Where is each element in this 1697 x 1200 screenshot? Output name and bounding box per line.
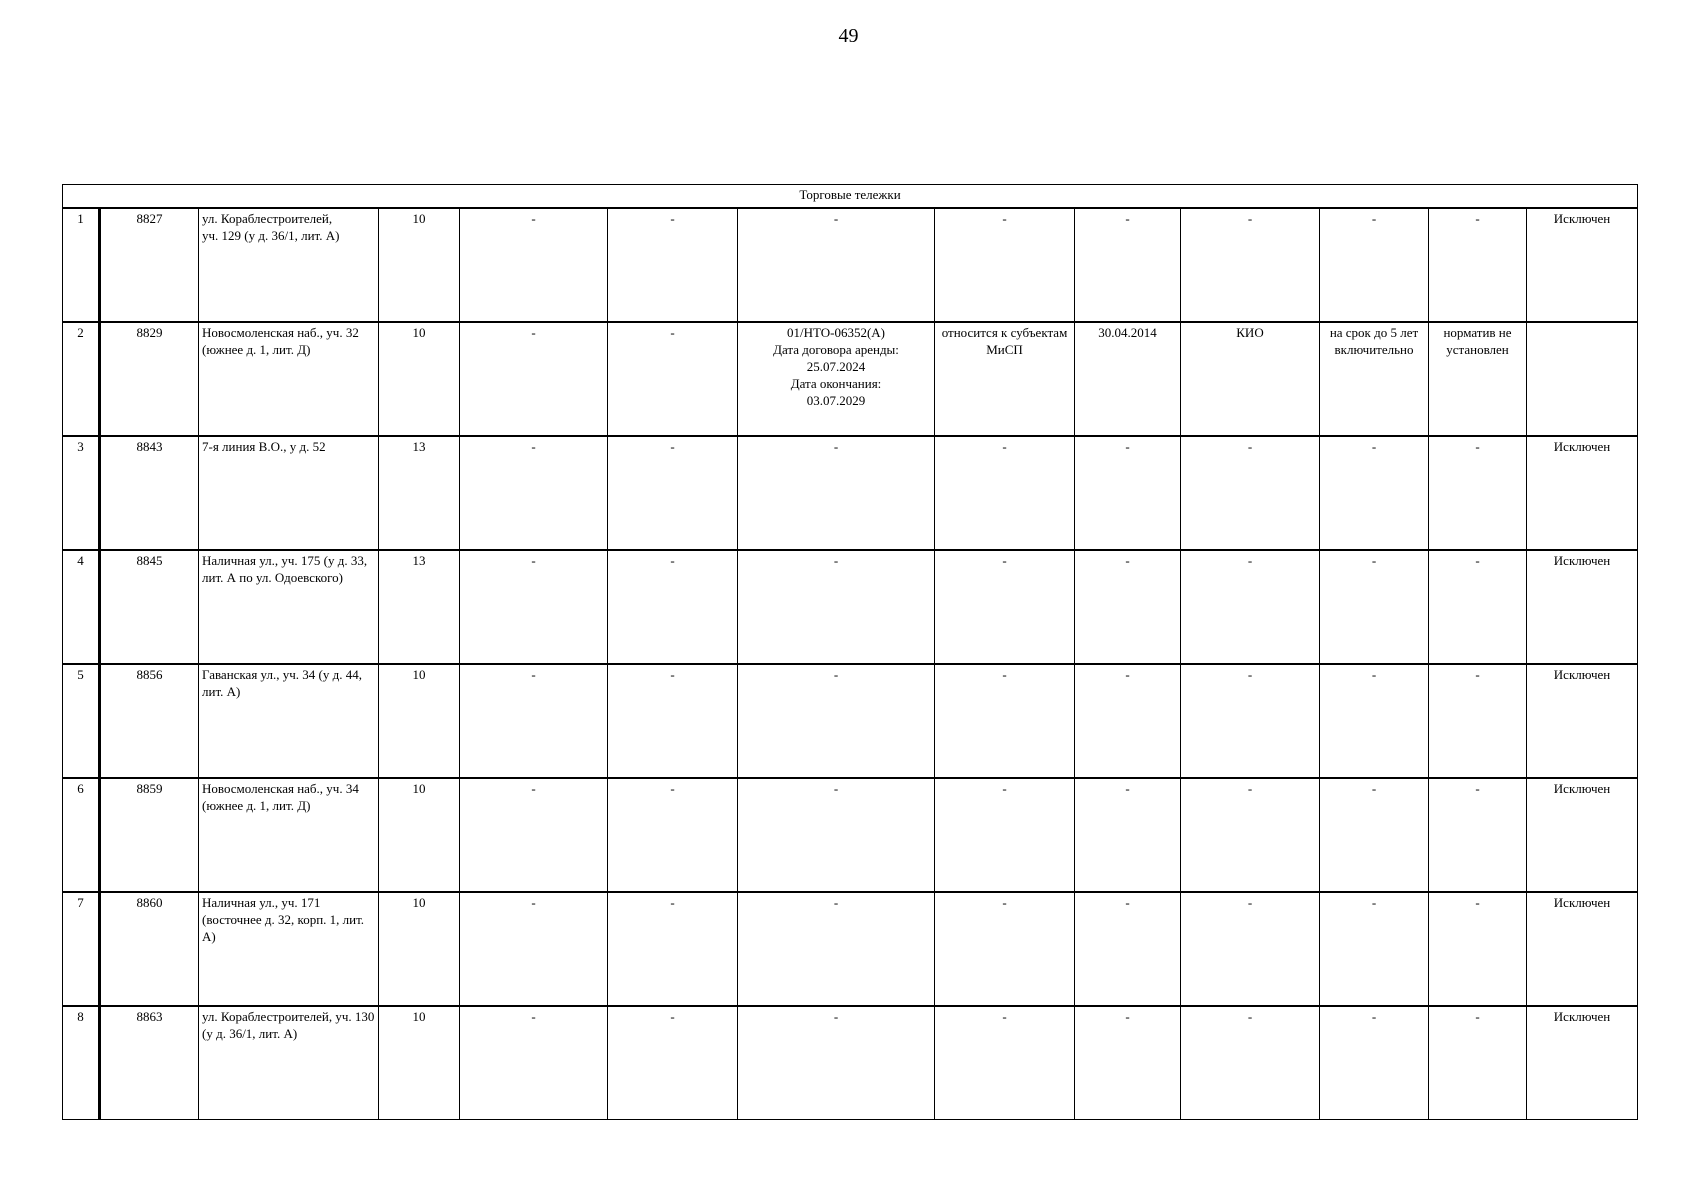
cell-object-id: 8829 [100,322,199,436]
cell-smb-status: - [935,436,1075,550]
table-row [63,208,1638,322]
cell-col-5: - [460,892,608,1006]
cell-term: на срок до 5 лет включительно [1320,322,1429,436]
cell-object-id: 8827 [100,208,199,322]
register-table [62,184,1638,1120]
cell-address: Гаванская ул., уч. 34 (у д. 44, лит. А) [199,664,379,778]
table-row [63,778,1638,892]
cell-status: Исключен [1527,208,1638,322]
cell-authority: - [1181,892,1320,1006]
cell-term: - [1320,1006,1429,1120]
cell-authority: - [1181,1006,1320,1120]
cell-authority: - [1181,664,1320,778]
cell-norm: - [1429,550,1527,664]
cell-object-id: 8859 [100,778,199,892]
cell-date: - [1075,664,1181,778]
table-row [63,664,1638,778]
cell-authority: - [1181,436,1320,550]
cell-col-6: - [608,322,738,436]
cell-date: 30.04.2014 [1075,322,1181,436]
cell-smb-status: - [935,208,1075,322]
cell-status: Исключен [1527,892,1638,1006]
cell-area: 10 [379,322,460,436]
cell-lease-contract: - [738,778,935,892]
cell-area: 10 [379,892,460,1006]
cell-col-5: - [460,436,608,550]
cell-smb-status: - [935,550,1075,664]
cell-status [1527,322,1638,436]
cell-term: - [1320,550,1429,664]
cell-norm: - [1429,664,1527,778]
cell-col-5: - [460,550,608,664]
cell-authority: - [1181,208,1320,322]
cell-date: - [1075,778,1181,892]
cell-row-number: 6 [63,778,100,892]
cell-lease-contract: - [738,550,935,664]
cell-row-number: 7 [63,892,100,1006]
cell-row-number: 4 [63,550,100,664]
table-row [63,436,1638,550]
cell-address: ул. Кораблестроителей, уч. 129 (у д. 36/1, лит. А) [199,208,379,322]
cell-norm: - [1429,1006,1527,1120]
cell-row-number: 5 [63,664,100,778]
cell-status: Исключен [1527,550,1638,664]
cell-area: 13 [379,550,460,664]
cell-object-id: 8843 [100,436,199,550]
cell-address: Новосмоленская наб., уч. 34 (южнее д. 1, лит. Д) [199,778,379,892]
cell-norm: норматив не установлен [1429,322,1527,436]
cell-object-id: 8860 [100,892,199,1006]
cell-col-6: - [608,208,738,322]
cell-term: - [1320,436,1429,550]
cell-area: 10 [379,208,460,322]
cell-norm: - [1429,208,1527,322]
cell-col-6: - [608,436,738,550]
cell-col-6: - [608,664,738,778]
cell-area: 10 [379,778,460,892]
cell-address: Новосмоленская наб., уч. 32 (южнее д. 1, лит. Д) [199,322,379,436]
cell-col-6: - [608,778,738,892]
cell-address: 7-я линия В.О., у д. 52 [199,436,379,550]
cell-date: - [1075,892,1181,1006]
cell-lease-contract: - [738,436,935,550]
cell-row-number: 3 [63,436,100,550]
cell-col-5: - [460,1006,608,1120]
cell-authority: - [1181,550,1320,664]
cell-term: - [1320,892,1429,1006]
table-row [63,322,1638,436]
section-title: Торговые тележки [63,185,1638,209]
page-number: 49 [838,25,859,47]
cell-row-number: 1 [63,208,100,322]
cell-col-5: - [460,208,608,322]
cell-smb-status: - [935,1006,1075,1120]
cell-object-id: 8856 [100,664,199,778]
cell-norm: - [1429,436,1527,550]
table-row [63,1006,1638,1120]
cell-object-id: 8863 [100,1006,199,1120]
cell-area: 10 [379,664,460,778]
cell-lease-contract: 01/НТО-06352(А) Дата договора аренды: 25.07.2024 Дата окончания: 03.07.2029 [738,322,935,436]
cell-area: 10 [379,1006,460,1120]
cell-smb-status: - [935,778,1075,892]
cell-date: - [1075,1006,1181,1120]
cell-status: Исключен [1527,436,1638,550]
cell-status: Исключен [1527,664,1638,778]
cell-authority: - [1181,778,1320,892]
cell-lease-contract: - [738,892,935,1006]
cell-area: 13 [379,436,460,550]
cell-col-6: - [608,892,738,1006]
cell-norm: - [1429,892,1527,1006]
cell-status: Исключен [1527,1006,1638,1120]
cell-col-6: - [608,550,738,664]
cell-smb-status: - [935,664,1075,778]
cell-smb-status: относится к субъектам МиСП [935,322,1075,436]
cell-authority: КИО [1181,322,1320,436]
cell-col-6: - [608,1006,738,1120]
cell-col-5: - [460,778,608,892]
cell-term: - [1320,208,1429,322]
cell-row-number: 8 [63,1006,100,1120]
cell-norm: - [1429,778,1527,892]
cell-term: - [1320,664,1429,778]
cell-address: Наличная ул., уч. 175 (у д. 33, лит. А по ул. Одоевского) [199,550,379,664]
cell-lease-contract: - [738,208,935,322]
cell-row-number: 2 [63,322,100,436]
cell-lease-contract: - [738,1006,935,1120]
cell-status: Исключен [1527,778,1638,892]
cell-term: - [1320,778,1429,892]
cell-date: - [1075,436,1181,550]
table-row [63,892,1638,1006]
cell-col-5: - [460,664,608,778]
cell-lease-contract: - [738,664,935,778]
cell-address: Наличная ул., уч. 171 (восточнее д. 32, корп. 1, лит. А) [199,892,379,1006]
section-header-row [63,185,1638,209]
cell-object-id: 8845 [100,550,199,664]
cell-address: ул. Кораблестроителей, уч. 130 (у д. 36/1, лит. А) [199,1006,379,1120]
cell-date: - [1075,550,1181,664]
cell-date: - [1075,208,1181,322]
cell-col-5: - [460,322,608,436]
cell-smb-status: - [935,892,1075,1006]
table-row [63,550,1638,664]
